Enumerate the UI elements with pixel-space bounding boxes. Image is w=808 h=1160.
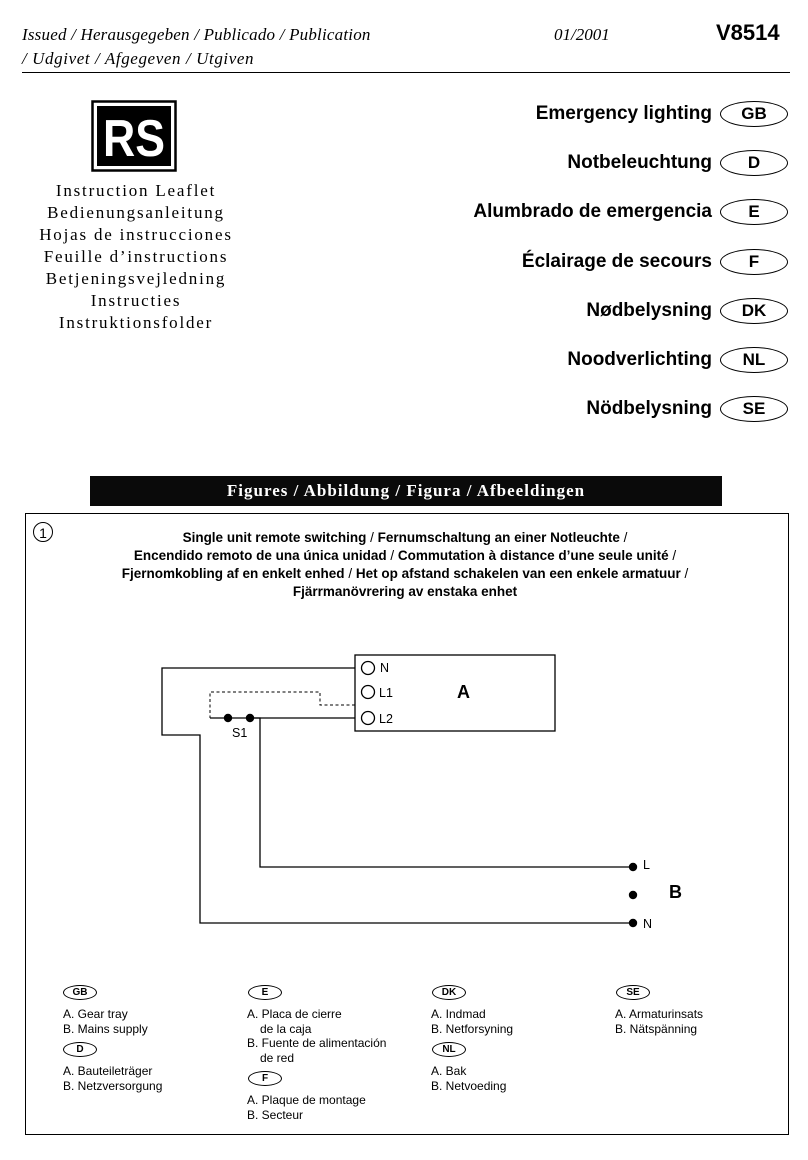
supply-n-label: N [643, 917, 653, 931]
legend-badge-f: F [248, 1071, 282, 1086]
leaflet-title-fr: Feuille d’instructions [43, 247, 229, 266]
caption-separator: / [386, 548, 398, 563]
terminal-n-circle [362, 662, 375, 675]
leaflet-title-se: Instruktionsfolder [58, 313, 214, 332]
legend-d-a: A. Bauteileträger [63, 1064, 153, 1078]
legend-se-a: A. Armaturinsats [615, 1007, 704, 1021]
caption-separator: / [668, 548, 677, 563]
supply-terminal-n [629, 919, 637, 927]
wire-l1-dashed [210, 692, 355, 718]
language-title-gb: Emergency lighting [535, 103, 712, 124]
language-title-f: Éclairage de secours [521, 251, 712, 272]
switch-label: S1 [232, 726, 248, 740]
issued-label: Issued / Herausgegeben / Publicado / Publication [22, 25, 371, 44]
legend-d [63, 1064, 162, 1093]
language-badge-d: D [720, 150, 788, 176]
switch-terminal-1 [224, 714, 232, 722]
legend-gb [63, 1007, 148, 1036]
language-badge-nl: NL [720, 347, 788, 373]
language-badge-e: E [720, 199, 788, 225]
language-title-d: Notbeleuchtung [567, 152, 712, 173]
switch-terminal-2 [246, 714, 254, 722]
language-badge-se: SE [720, 396, 788, 422]
terminal-l2-label: L2 [379, 712, 393, 726]
legend-dk-b: B. Netforsyning [431, 1021, 514, 1036]
legend-badge-dk: DK [432, 985, 466, 1000]
supply-terminal-earth [629, 891, 637, 899]
unit-label: A [457, 682, 470, 702]
leaflet-title-nl: Instructies [90, 291, 182, 310]
legend-e-a2: de la caja [260, 1021, 312, 1036]
language-title-dk: Nødbelysning [586, 300, 712, 321]
language-badge-gb: GB [720, 101, 788, 127]
legend-e [247, 1007, 386, 1065]
wire-neutral [162, 668, 632, 923]
legend-f-a: A. Plaque de montage [247, 1093, 366, 1107]
legend-se-b: B. Nätspänning [615, 1021, 698, 1036]
issue-date: 01/2001 [554, 25, 610, 44]
terminal-l1-label: L1 [379, 686, 393, 700]
leaflet-title-en: Instruction Leaflet [55, 181, 217, 200]
legend-gb-b: B. Mains supply [63, 1021, 148, 1036]
caption-separator: / [366, 530, 378, 545]
legend-e-b2: de red [260, 1050, 295, 1065]
caption-separator: / [344, 566, 356, 581]
supply-label: B [669, 882, 682, 902]
legend-dk-a: A. Indmad [431, 1007, 486, 1021]
language-title-nl: Noodverlichting [567, 349, 712, 370]
caption-text: Commutation à distance d’une seule unité [397, 548, 669, 563]
legend-nl-b: B. Netvoeding [431, 1078, 507, 1093]
legend-f [247, 1093, 366, 1122]
terminal-l1-circle [362, 686, 375, 699]
legend-dk [431, 1007, 513, 1036]
legend-badge-d: D [63, 1042, 97, 1057]
caption-text: Het op afstand schakelen van een enkele armatuur [355, 566, 681, 581]
caption-text: Fernumschaltung an einer Notleuchte [377, 530, 620, 545]
product-code: V8514 [716, 20, 780, 45]
legend-nl [431, 1064, 506, 1093]
legend-e-a1: A. Placa de cierre [247, 1007, 342, 1021]
legend-nl-a: A. Bak [431, 1064, 467, 1078]
leaflet-title-dk: Betjeningsvejledning [45, 269, 227, 288]
caption-text: Single unit remote switching [182, 530, 367, 545]
legend-f-b: B. Secteur [247, 1107, 304, 1122]
figure-number: 1 [33, 522, 53, 542]
leaflet-title-es: Hojas de instrucciones [39, 225, 233, 244]
caption-separator: / [619, 530, 628, 545]
language-title-e: Alumbrado de emergencia [473, 201, 712, 222]
caption-separator: / [680, 566, 689, 581]
legend-d-b: B. Netzversorgung [63, 1078, 163, 1093]
terminal-n-label: N [380, 661, 390, 675]
wire-live [250, 718, 632, 867]
legend-gb-a: A. Gear tray [63, 1007, 128, 1021]
caption-text: Fjernomkobling af en enkelt enhed [121, 566, 345, 581]
caption-text: Encendido remoto de una única unidad [133, 548, 387, 563]
legend-e-b1: B. Fuente de alimentación [247, 1036, 387, 1050]
legend-badge-se: SE [616, 985, 650, 1000]
supply-terminal-l [629, 863, 637, 871]
legend-badge-e: E [248, 985, 282, 1000]
rs-logo-text: RS [103, 110, 165, 168]
legend-badge-nl: NL [432, 1042, 466, 1057]
language-badge-dk: DK [720, 298, 788, 324]
legend-se [615, 1007, 703, 1036]
legend-badge-gb: GB [63, 985, 97, 1000]
supply-l-label: L [643, 858, 650, 872]
leaflet-title-de: Bedienungsanleitung [47, 203, 225, 222]
caption-text: Fjärrmanövrering av enstaka enhet [292, 584, 518, 599]
language-badge-f: F [720, 249, 788, 275]
issued-label-line2: / Udgivet / Afgegeven / Utgiven [22, 49, 255, 68]
terminal-l2-circle [362, 712, 375, 725]
figures-bar: Figures / Abbildung / Figura / Afbeeldingen [90, 476, 722, 506]
language-title-se: Nödbelysning [586, 398, 712, 419]
